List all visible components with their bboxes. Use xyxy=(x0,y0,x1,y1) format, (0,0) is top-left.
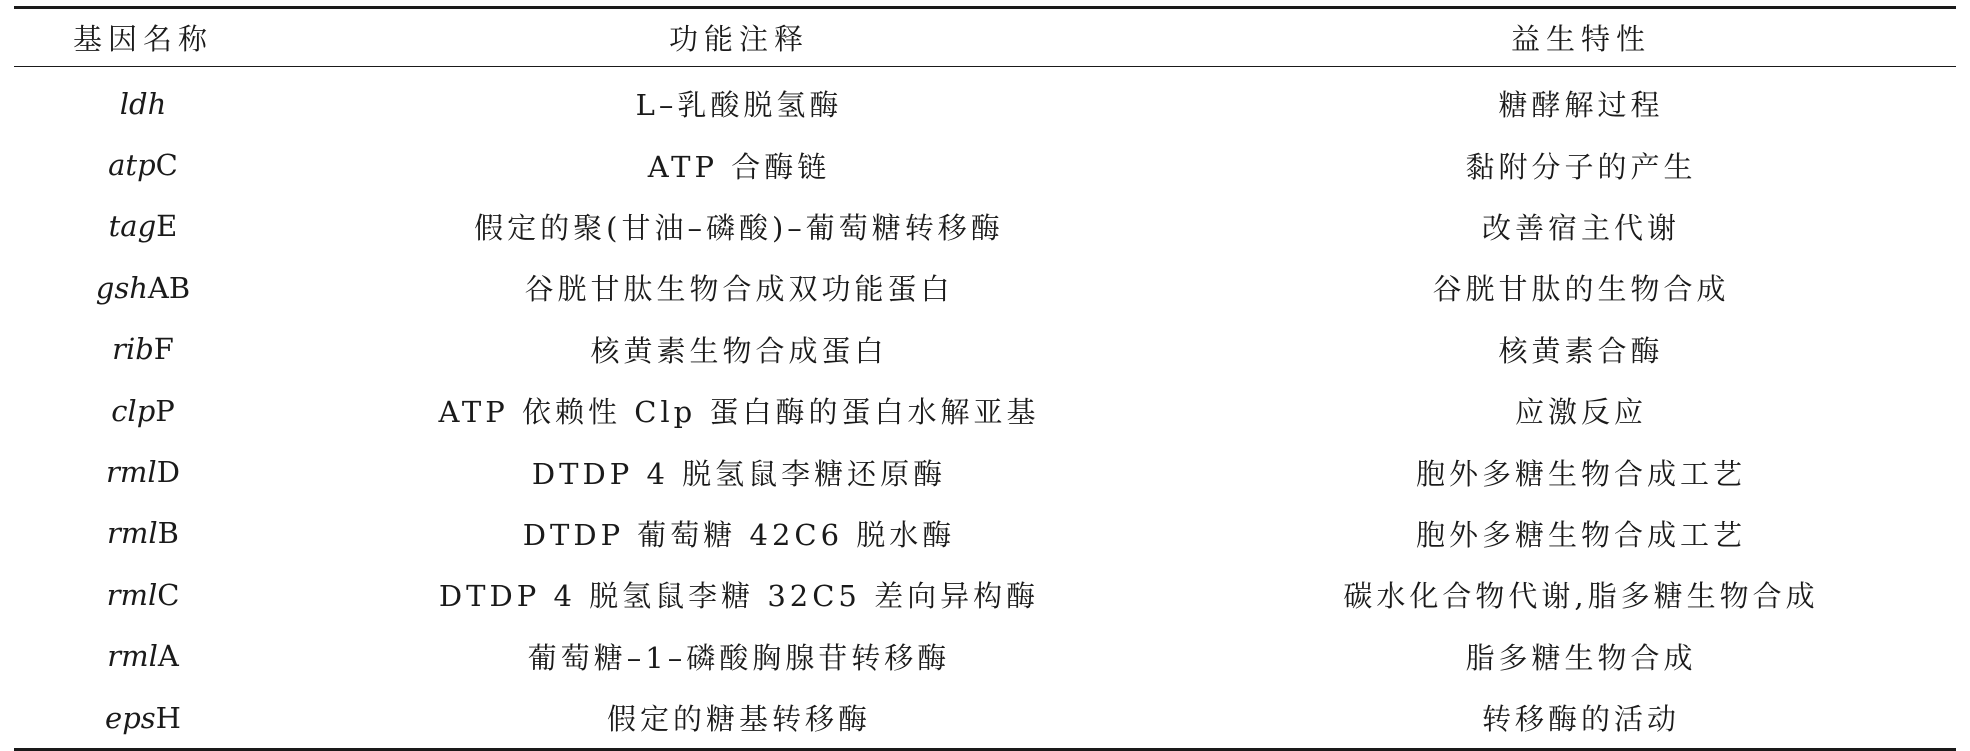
gene-name-italic: rml xyxy=(107,516,158,551)
table-row xyxy=(14,134,1956,195)
property-cell: 应激反应 xyxy=(1514,395,1647,430)
property-cell: 改善宿主代谢 xyxy=(1481,210,1680,245)
gene-name-cell xyxy=(14,319,272,380)
gene-name-italic: gsh xyxy=(95,270,148,305)
gene-name-suffix: AB xyxy=(147,270,191,305)
gene-name-suffix: P xyxy=(155,393,175,428)
gene-name-cell xyxy=(14,441,272,502)
table-row xyxy=(14,196,1956,257)
property-cell: 碳水化合物代谢,脂多糖生物合成 xyxy=(1343,579,1819,614)
header-gene-name: 基因名称 xyxy=(14,8,272,67)
table-row xyxy=(14,380,1956,441)
table-row xyxy=(14,687,1956,750)
header-function: 功能注释 xyxy=(272,8,1206,67)
table-row xyxy=(14,503,1956,564)
gene-name-italic: rib xyxy=(112,332,154,367)
function-cell: 葡萄糖–1–磷酸胸腺苷转移酶 xyxy=(527,640,951,675)
gene-name-suffix: C xyxy=(157,577,180,612)
table-row xyxy=(14,441,1956,502)
gene-name-suffix: E xyxy=(156,209,178,244)
table-row xyxy=(14,626,1956,687)
property-cell: 谷胱甘肽的生物合成 xyxy=(1432,272,1730,307)
gene-name-suffix: A xyxy=(157,639,179,674)
table-body xyxy=(14,67,1956,750)
gene-name-italic: eps xyxy=(105,700,156,735)
gene-name-italic: ldh xyxy=(119,86,167,121)
property-cell: 黏附分子的产生 xyxy=(1465,149,1697,184)
gene-name-italic: tag xyxy=(108,209,157,244)
function-cell: 假定的聚(甘油–磷酸)–葡萄糖转移酶 xyxy=(474,210,1004,245)
function-cell: DTDP 4 脱氢鼠李糖还原酶 xyxy=(531,456,947,491)
property-cell: 胞外多糖生物合成工艺 xyxy=(1415,456,1746,491)
gene-name-italic: rml xyxy=(107,639,158,674)
function-cell: DTDP 葡萄糖 42C6 脱水酶 xyxy=(522,517,956,552)
gene-name-italic: rml xyxy=(106,577,158,612)
gene-name-suffix: H xyxy=(155,700,181,735)
property-cell: 胞外多糖生物合成工艺 xyxy=(1415,517,1746,552)
gene-name-cell xyxy=(14,503,272,564)
gene-name-italic: rml xyxy=(106,455,157,490)
function-cell: ATP 依赖性 Clp 蛋白酶的蛋白水解亚基 xyxy=(438,395,1040,430)
table-row xyxy=(14,564,1956,625)
gene-name-cell xyxy=(14,564,272,625)
gene-name-suffix: F xyxy=(153,332,174,367)
function-cell: 假定的糖基转移酶 xyxy=(272,687,1206,750)
gene-name-cell xyxy=(14,687,272,750)
gene-name-suffix: B xyxy=(157,516,179,551)
gene-name-italic: clp xyxy=(111,393,156,428)
header-row xyxy=(14,8,1956,67)
gene-name-suffix: D xyxy=(156,455,180,490)
function-cell: 谷胱甘肽生物合成双功能蛋白 xyxy=(524,272,954,307)
gene-name-cell xyxy=(14,626,272,687)
table-row xyxy=(14,319,1956,380)
gene-name-cell xyxy=(14,196,272,257)
gene-name-cell xyxy=(14,67,272,135)
property-cell: 转移酶的活动 xyxy=(1206,687,1956,750)
property-cell: 核黄素合酶 xyxy=(1498,333,1664,368)
gene-function-table xyxy=(14,6,1956,751)
function-cell: L–乳酸脱氢酶 xyxy=(635,88,843,123)
function-cell: 核黄素生物合成蛋白 xyxy=(590,333,888,368)
table-header xyxy=(14,8,1956,67)
gene-name-suffix: C xyxy=(155,148,178,183)
property-cell: 脂多糖生物合成 xyxy=(1465,640,1697,675)
property-cell: 糖酵解过程 xyxy=(1498,88,1664,123)
gene-name-italic: atp xyxy=(108,148,156,183)
function-cell: ATP 合酶链 xyxy=(647,149,831,184)
function-cell: DTDP 4 脱氢鼠李糖 32C5 差向异构酶 xyxy=(438,579,1040,614)
header-property: 益生特性 xyxy=(1206,8,1956,67)
gene-name-cell xyxy=(14,257,272,318)
gene-name-cell xyxy=(14,380,272,441)
table-row xyxy=(14,67,1956,135)
gene-name-cell xyxy=(14,134,272,195)
table-row xyxy=(14,257,1956,318)
gene-function-table-container xyxy=(14,6,1956,751)
